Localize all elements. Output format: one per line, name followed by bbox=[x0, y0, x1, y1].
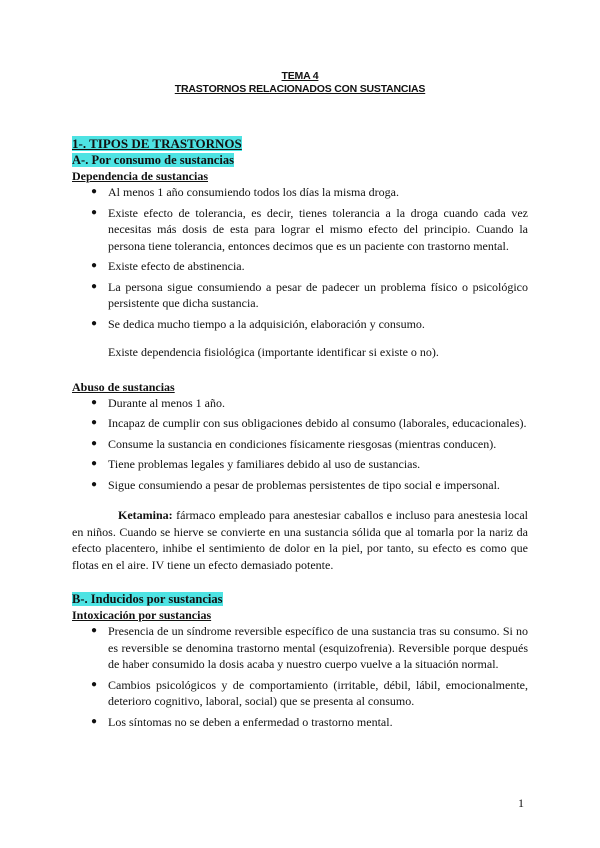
intoxicacion-list bbox=[72, 623, 528, 730]
intoxicacion-heading: Intoxicación por sustancias bbox=[72, 608, 212, 622]
list-item: ● Incapaz de cumplir con sus obligaciones debido al consumo (laborales, educacionales). bbox=[91, 416, 527, 430]
bullet-icon: ● bbox=[91, 260, 98, 271]
subsection-a-title bbox=[72, 152, 528, 168]
list-item: ● Cambios psicológicos y de comportamiento (irritable, débil, lábil, emocionalmente, deterioro cognitivo, laboral, social) que se presenta al consumo. bbox=[91, 677, 528, 708]
bullet-icon: ● bbox=[91, 396, 98, 408]
list-item: ● Tiene problemas legales y familiares debido al uso de sustancias. bbox=[91, 457, 421, 471]
list-item: ● Presencia de un síndrome reversible específico de una sustancia tras su consumo. Si no es reversible se denomina trastorno mental (esquizofrenia). Reversible porque después de haber consumido la dosis acaba y nuestro cuerpo vuelve a la situación normal. bbox=[91, 624, 528, 671]
dependencia-note: Existe dependencia fisiológica (importante identificar si existe o no). bbox=[108, 345, 439, 359]
bullet-icon: ● bbox=[91, 186, 98, 197]
subsection-b-title-text: B-. Inducidos por sustancias bbox=[72, 592, 223, 606]
dependencia-heading: Dependencia de sustancias bbox=[72, 169, 209, 183]
bullet-icon: ● bbox=[91, 280, 98, 292]
list-item: ● Existe efecto de tolerancia, es decir, tienes tolerancia a la droga cuando cada vez necesitas más dosis de esta para lograr el mismo efecto del principio. Cuando la persona tiene tolerancia, entonces decimos que es un paciente con trastorno mental. bbox=[91, 205, 528, 253]
subsection-b-title bbox=[72, 591, 528, 607]
list-item: ● Existe efecto de abstinencia. bbox=[91, 259, 245, 273]
document-title bbox=[72, 70, 528, 96]
title-line-2: TRASTORNOS RELACIONADOS CON SUSTANCIAS bbox=[174, 83, 426, 95]
bullet-icon: ● bbox=[91, 417, 98, 428]
ketamina-text: fármaco empleado para anestesiar caballos e incluso para anestesia local en niños. Cuando se hierve se convierte en una sustancia sólida que al tomarla por la nariz da efecto placentero, inhibe el sentimiento de dolor en la piel, por tanto, su efecto es como que flotas en el aire. IV tiene un efecto demasiado potente. bbox=[72, 508, 528, 572]
list-item: ● Los síntomas no se deben a enfermedad o trastorno mental. bbox=[91, 714, 393, 729]
document-page bbox=[72, 70, 528, 734]
section-1-title-text: 1-. TIPOS DE TRASTORNOS bbox=[72, 136, 242, 151]
ketamina-term: Ketamina: bbox=[118, 508, 173, 522]
section-1-title bbox=[72, 136, 528, 152]
list-item: ● Consume la sustancia en condiciones físicamente riesgosas (mientras conducen). bbox=[91, 436, 497, 451]
list-item: ● Sigue consumiendo a pesar de problemas persistentes de tipo social e impersonal. bbox=[91, 477, 500, 492]
bullet-icon: ● bbox=[91, 437, 98, 449]
bullet-icon: ● bbox=[91, 317, 98, 329]
bullet-icon: ● bbox=[91, 458, 98, 469]
ketamina-paragraph bbox=[72, 507, 528, 573]
bullet-icon: ● bbox=[91, 715, 98, 727]
subsection-a-title-text: A-. Por consumo de sustancias bbox=[72, 153, 234, 167]
bullet-icon: ● bbox=[91, 678, 98, 690]
abuso-heading: Abuso de sustancias bbox=[72, 379, 175, 394]
list-item: ● La persona sigue consumiendo a pesar de padecer un problema físico o psicológico persistente que dicha sustancia. bbox=[91, 279, 528, 310]
list-item: ● Al menos 1 año consumiendo todos los días la misma droga. bbox=[91, 185, 399, 199]
bullet-icon: ● bbox=[91, 625, 98, 636]
title-line-1: TEMA 4 bbox=[281, 70, 319, 82]
page-number: 1 bbox=[518, 796, 524, 810]
bullet-icon: ● bbox=[91, 478, 98, 490]
list-item: ● Se dedica mucho tiempo a la adquisición, elaboración y consumo. bbox=[91, 316, 425, 331]
dependencia-list bbox=[72, 184, 528, 332]
bullet-icon: ● bbox=[91, 206, 98, 218]
abuso-list bbox=[72, 395, 528, 494]
list-item: ● Durante al menos 1 año. bbox=[91, 395, 225, 410]
